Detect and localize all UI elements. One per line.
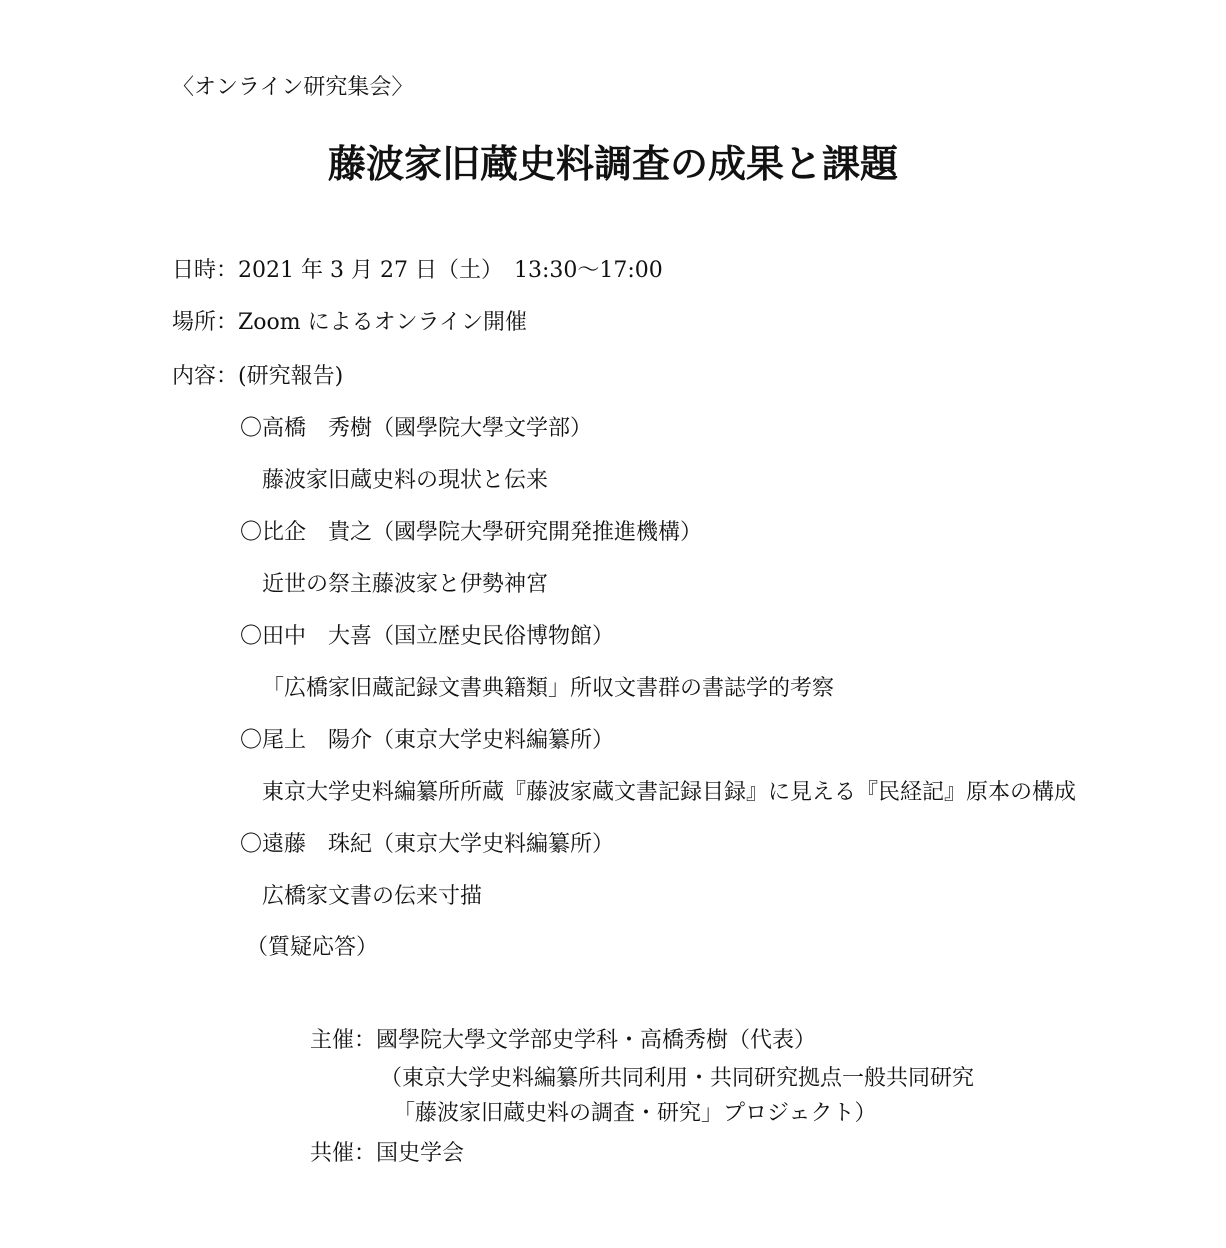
event-venue: 場所：Zoom によるオンライン開催 [172, 310, 527, 335]
page-title: 藤波家旧蔵史料調査の成果と課題 [327, 142, 898, 186]
report-topic: 藤波家旧蔵史料の現状と伝来 [262, 468, 549, 493]
co-organizer: 共催：国史学会 [310, 1141, 465, 1166]
event-datetime: 日時：2021 年 3 月 27 日（土） 13:30～17:00 [172, 258, 663, 283]
organizer-note: 「藤波家旧蔵史料の調査・研究」プロジェクト） [393, 1101, 877, 1126]
report-speaker: 〇遠藤 珠紀（東京大学史料編纂所） [240, 832, 615, 857]
report-topic: 近世の祭主藤波家と伊勢神宮 [262, 572, 549, 597]
organizer-note: （東京大学史料編纂所共同利用・共同研究拠点一般共同研究 [380, 1066, 975, 1091]
report-topic: 「広橋家旧蔵記録文書典籍類」所収文書群の書誌学的考察 [262, 676, 835, 701]
content-label: 内容：(研究報告) [172, 364, 344, 389]
event-type-header: 〈オンライン研究集会〉 [172, 75, 414, 100]
report-speaker: 〇比企 貴之（國學院大學研究開発推進機構） [240, 520, 703, 545]
qa-session: （質疑応答） [246, 935, 379, 960]
report-speaker: 〇尾上 陽介（東京大学史料編纂所） [240, 728, 615, 753]
report-topic: 広橋家文書の伝来寸描 [262, 884, 483, 909]
organizer: 主催：國學院大學文学部史学科・高橋秀樹（代表） [310, 1028, 817, 1053]
report-speaker: 〇田中 大喜（国立歴史民俗博物館） [240, 624, 615, 649]
report-speaker: 〇高橋 秀樹（國學院大學文学部） [240, 416, 593, 441]
report-topic: 東京大学史料編纂所所蔵『藤波家蔵文書記録目録』に見える『民経記』原本の構成 [262, 780, 1077, 805]
